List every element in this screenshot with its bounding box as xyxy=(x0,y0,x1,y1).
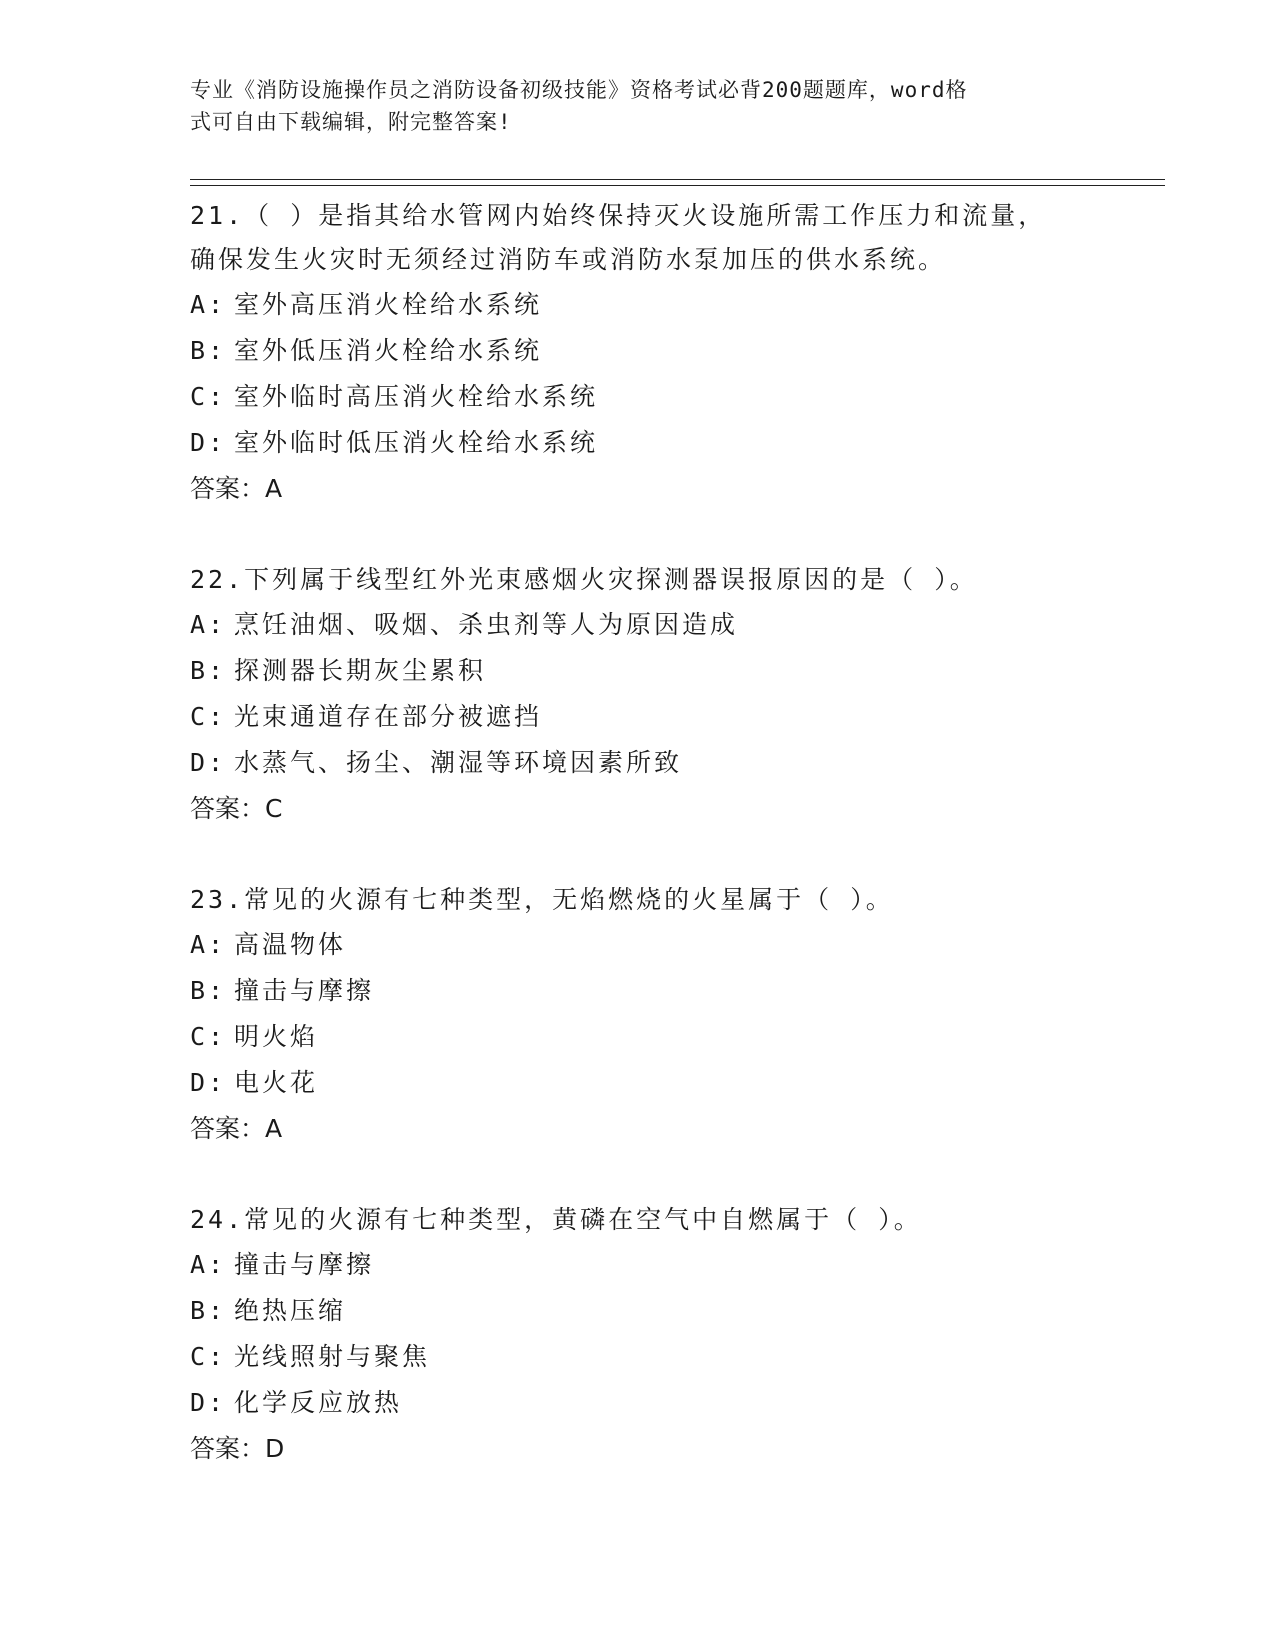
option-text: 光束通道存在部分被遮挡 xyxy=(234,702,543,731)
header-line-1: 专业《消防设施操作员之消防设备初级技能》资格考试必背200题题库，word格 xyxy=(190,78,968,102)
answer-option xyxy=(190,922,1150,968)
question-block xyxy=(190,194,1150,512)
option-letter: A: xyxy=(190,1250,227,1279)
question-block xyxy=(190,558,1150,832)
header-line-2: 式可自由下载编辑，附完整答案! xyxy=(190,110,512,134)
option-text: 高温物体 xyxy=(234,930,347,959)
option-text: 烹饪油烟、吸烟、杀虫剂等人为原因造成 xyxy=(234,610,739,639)
answer-option xyxy=(190,328,1150,374)
answer-option xyxy=(190,694,1150,740)
question-stem: 确保发生火灾时无须经过消防车或消防水泵加压的供水系统。 xyxy=(190,245,947,274)
answer-key: 答案：D xyxy=(190,1434,285,1463)
answer-option xyxy=(190,1380,1150,1426)
option-text: 水蒸气、扬尘、潮湿等环境因素所致 xyxy=(234,748,683,777)
option-letter: A: xyxy=(190,290,227,319)
option-letter: C: xyxy=(190,382,227,411)
question-list xyxy=(190,194,1150,1518)
option-letter: D: xyxy=(190,428,227,457)
question-stem: 23.常见的火源有七种类型，无焰燃烧的火星属于（ ）。 xyxy=(190,885,894,914)
option-letter: B: xyxy=(190,976,227,1005)
answer-key: 答案：A xyxy=(190,1114,283,1143)
question-stem: 22.下列属于线型红外光束感烟火灾探测器误报原因的是（ ）。 xyxy=(190,565,978,594)
option-text: 室外低压消火栓给水系统 xyxy=(234,336,543,365)
answer-option xyxy=(190,648,1150,694)
option-letter: C: xyxy=(190,702,227,731)
option-text: 明火焰 xyxy=(234,1022,319,1051)
answer-option xyxy=(190,968,1150,1014)
answer-option xyxy=(190,420,1150,466)
option-letter: B: xyxy=(190,1296,227,1325)
option-letter: D: xyxy=(190,1068,227,1097)
answer-option xyxy=(190,602,1150,648)
option-letter: C: xyxy=(190,1342,227,1371)
option-text: 绝热压缩 xyxy=(234,1296,347,1325)
document-header xyxy=(190,74,1090,138)
question-stem: 24.常见的火源有七种类型，黄磷在空气中自燃属于（ ）。 xyxy=(190,1205,922,1234)
option-text: 电火花 xyxy=(234,1068,319,1097)
answer-option xyxy=(190,374,1150,420)
question-stem: 21.（ ）是指其给水管网内始终保持灭火设施所需工作压力和流量， xyxy=(190,201,1047,230)
answer-option xyxy=(190,1334,1150,1380)
header-divider-top xyxy=(190,179,1165,180)
header-divider-bottom xyxy=(190,185,1165,186)
option-text: 光线照射与聚焦 xyxy=(234,1342,431,1371)
answer-option xyxy=(190,1014,1150,1060)
answer-option xyxy=(190,1242,1150,1288)
option-letter: D: xyxy=(190,748,227,777)
question-block xyxy=(190,1198,1150,1472)
option-text: 撞击与摩擦 xyxy=(234,976,375,1005)
option-letter: B: xyxy=(190,336,227,365)
option-letter: A: xyxy=(190,610,227,639)
answer-option xyxy=(190,1060,1150,1106)
option-text: 探测器长期灰尘累积 xyxy=(234,656,487,685)
question-block xyxy=(190,878,1150,1152)
option-letter: D: xyxy=(190,1388,227,1417)
option-text: 室外临时低压消火栓给水系统 xyxy=(234,428,599,457)
option-letter: A: xyxy=(190,930,227,959)
answer-key: 答案：C xyxy=(190,794,283,823)
answer-option xyxy=(190,1288,1150,1334)
option-text: 室外临时高压消火栓给水系统 xyxy=(234,382,599,411)
answer-option xyxy=(190,740,1150,786)
option-text: 室外高压消火栓给水系统 xyxy=(234,290,543,319)
answer-option xyxy=(190,282,1150,328)
option-letter: C: xyxy=(190,1022,227,1051)
option-text: 化学反应放热 xyxy=(234,1388,403,1417)
answer-key: 答案：A xyxy=(190,474,283,503)
option-text: 撞击与摩擦 xyxy=(234,1250,375,1279)
option-letter: B: xyxy=(190,656,227,685)
